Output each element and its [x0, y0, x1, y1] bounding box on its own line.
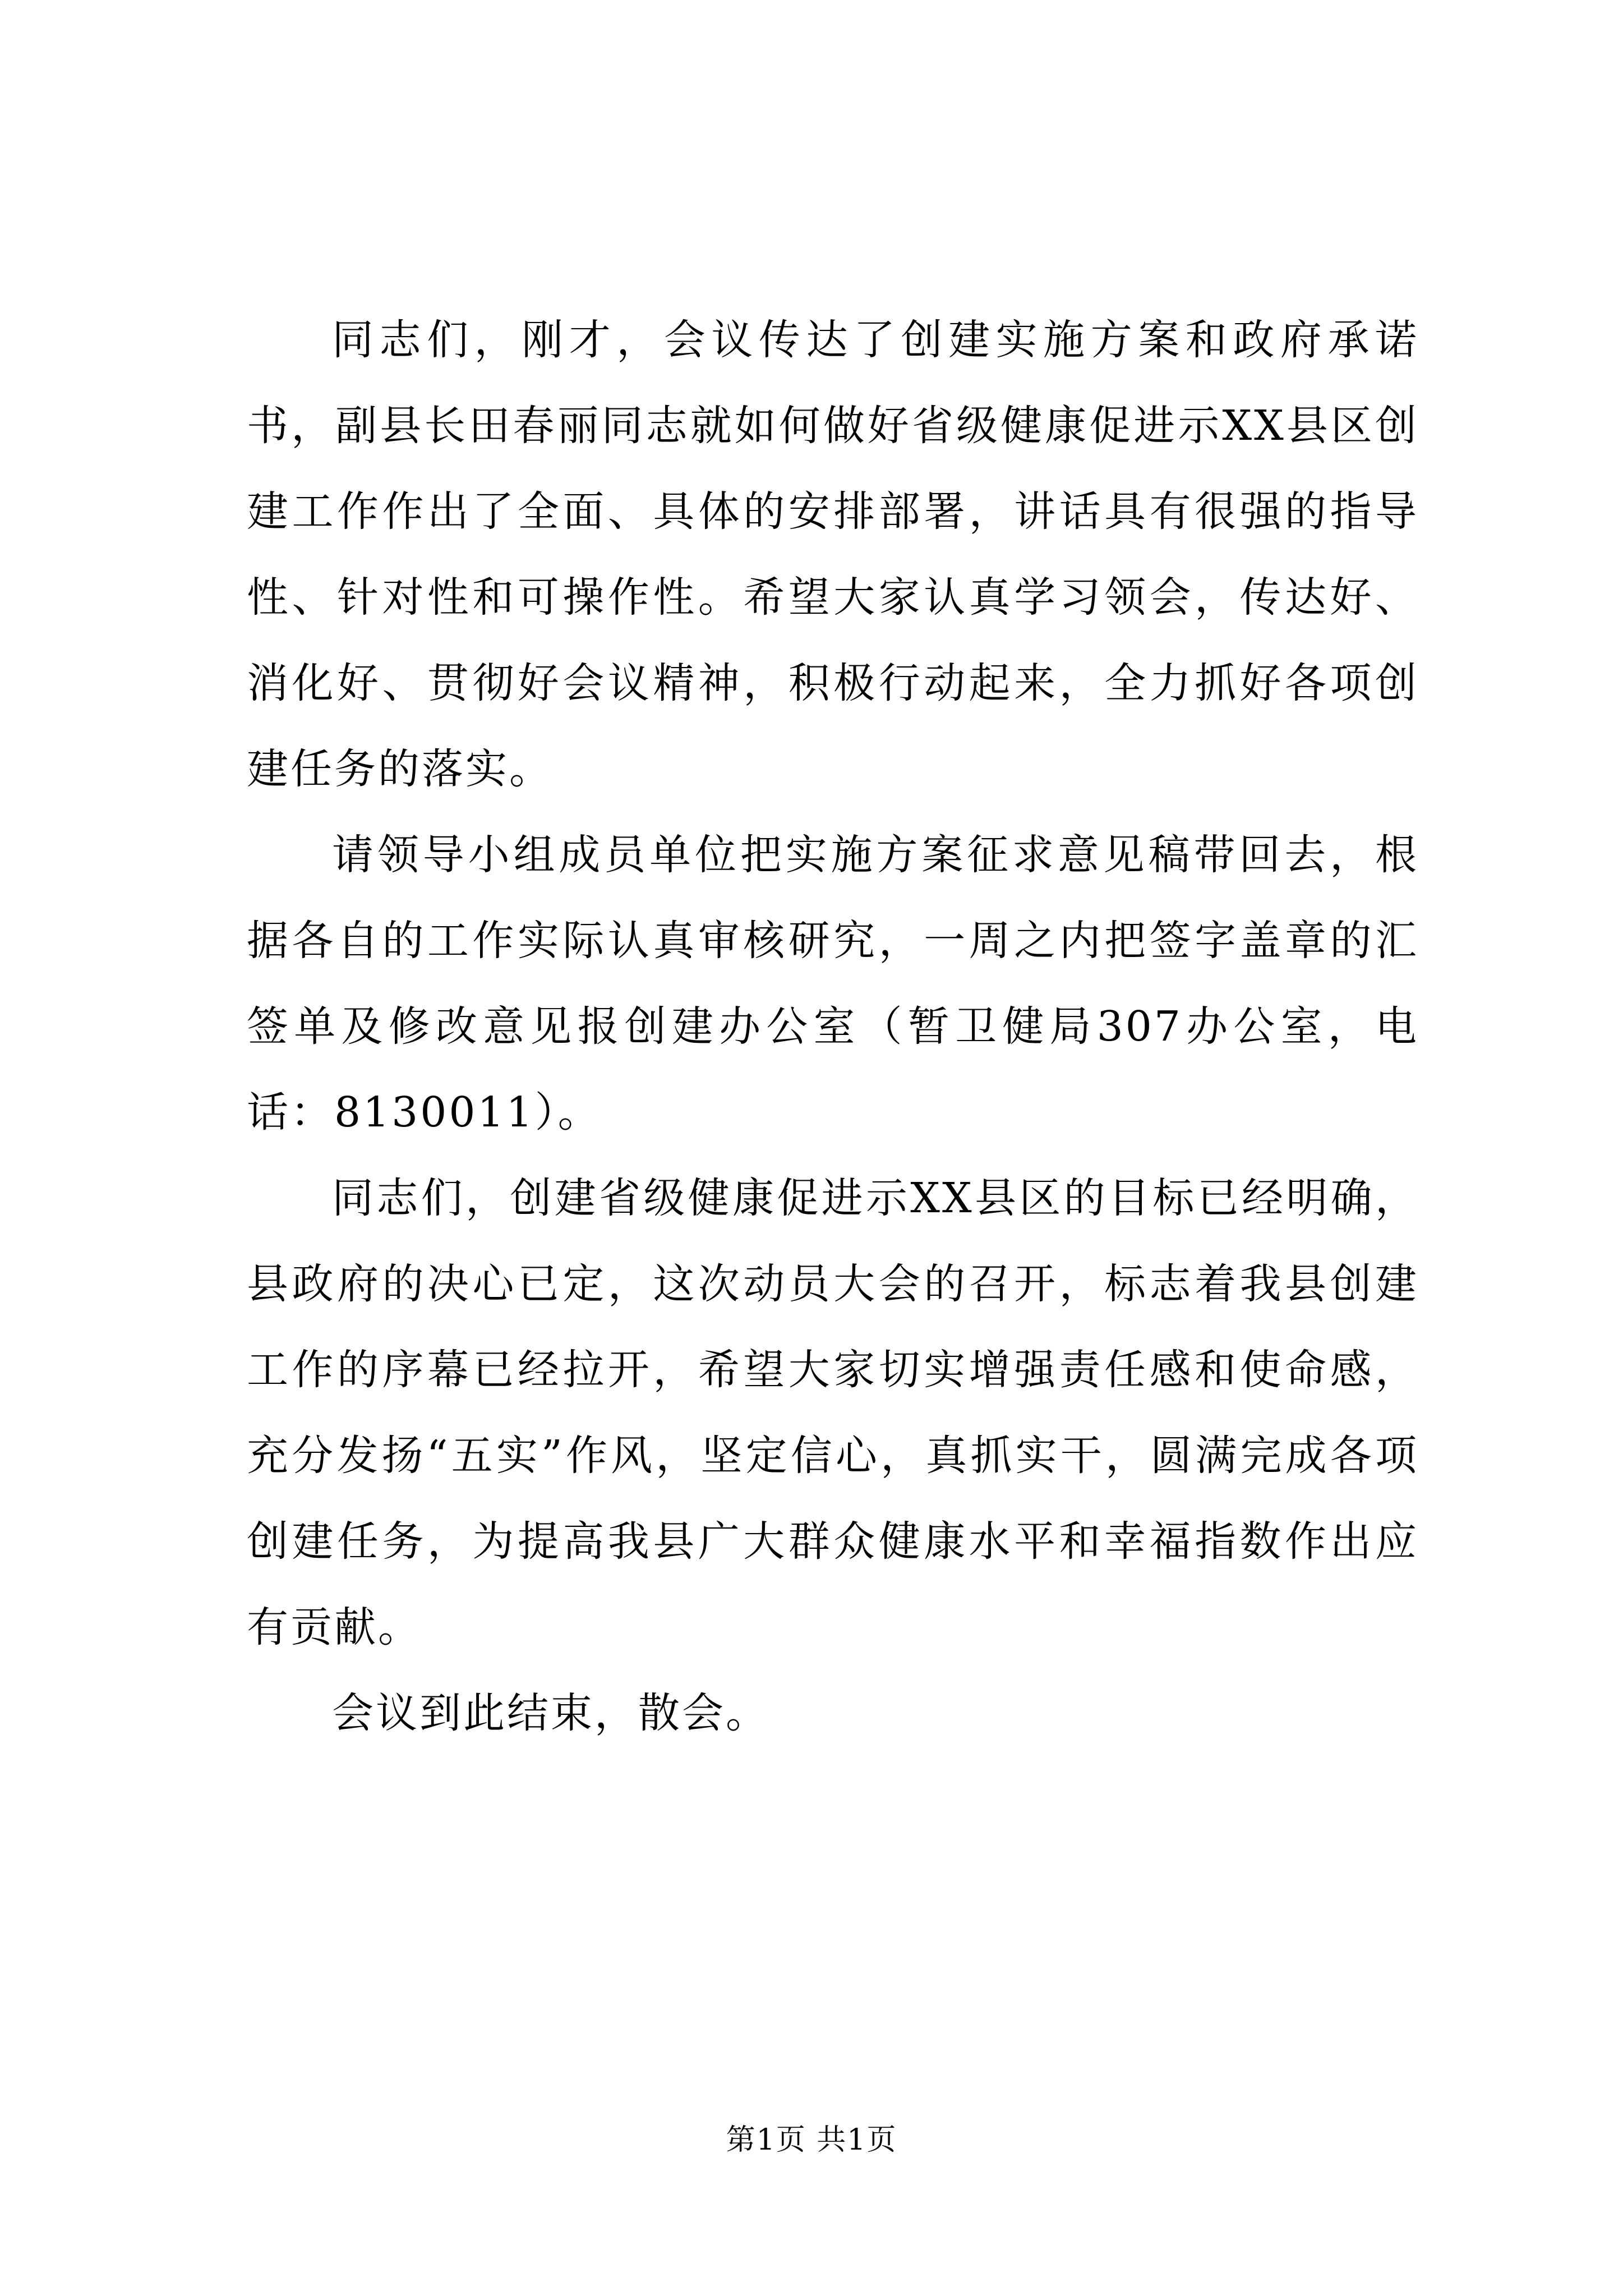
paragraph-2: 请领导小组成员单位把实施方案征求意见稿带回去，根据各自的工作实际认真审核研究，一周之内把签字盖章的汇签单及修改意见报创建办公室（暂卫健局307办公室，电话：8130011）。 [247, 831, 1419, 1137]
document-body [247, 297, 1419, 1756]
paragraph-1: 同志们，刚才，会议传达了创建实施方案和政府承诺书，副县长田春丽同志就如何做好省级健康促进示XX县区创建工作作出了全面、具体的安排部署，讲话具有很强的指导性、针对性和可操作性。希望大家认真学习领会，传达好、消化好、贯彻好会议精神，积极行动起来，全力抓好各项创建任务的落实。 [247, 316, 1419, 793]
paragraph-4: 会议到此结束，散会。 [332, 1689, 769, 1737]
page-footer: 第1页 共1页 [726, 2123, 897, 2157]
paragraph-3: 同志们，创建省级健康促进示XX县区的目标已经明确，县政府的决心已定，这次动员大会的召开，标志着我县创建工作的序幕已经拉开，希望大家切实增强责任感和使命感，充分发扬“五实”作风，坚定信心，真抓实干，圆满完成各项创建任务，为提高我县广大群众健康水平和幸福指数作出应有贡献。 [247, 1174, 1419, 1651]
